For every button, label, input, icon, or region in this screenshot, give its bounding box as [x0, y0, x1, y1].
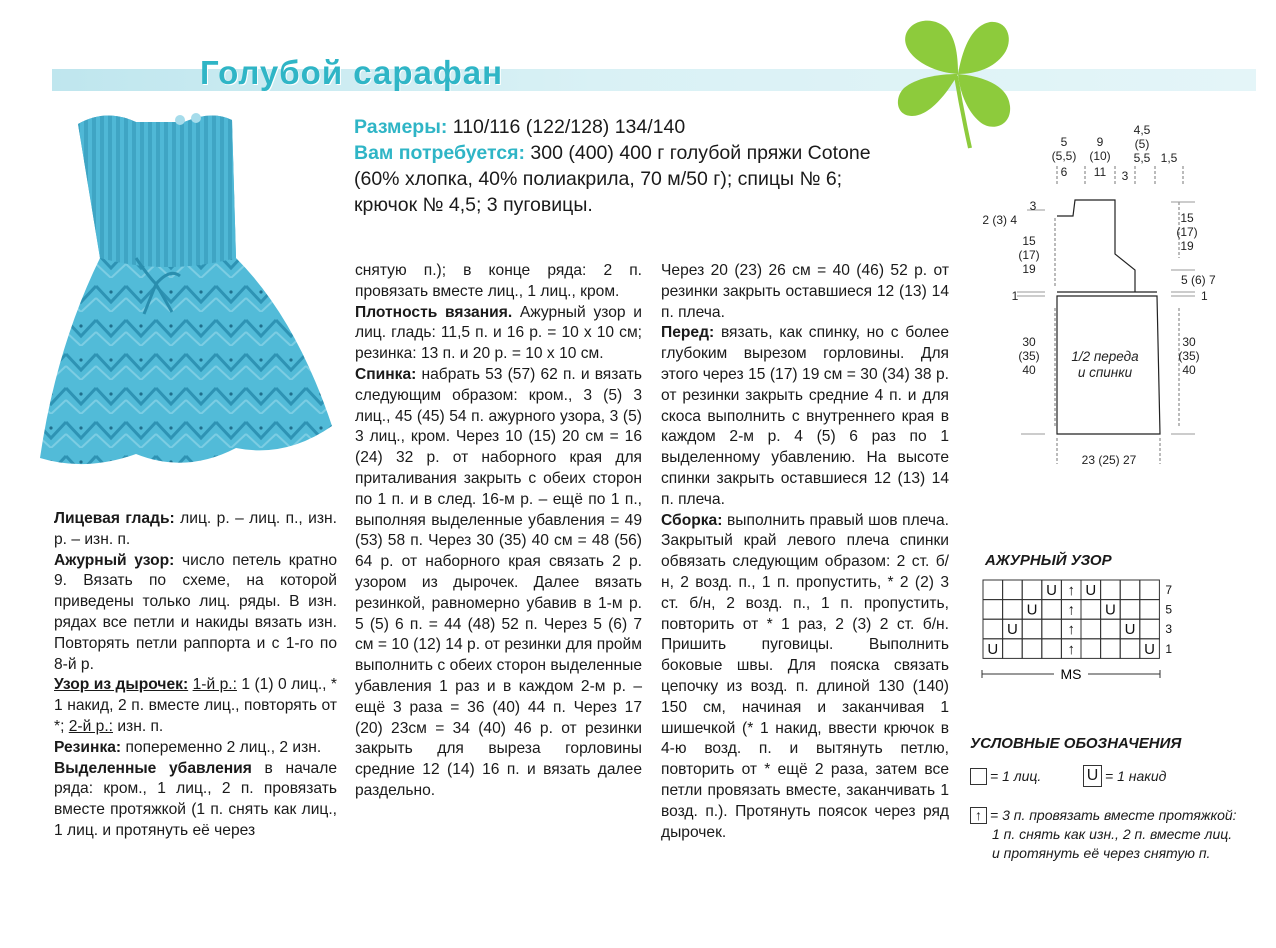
chart-cell — [1140, 619, 1160, 639]
term-text: выполнить правый шов плеча. Закрытый край левого плеча спинки обвязать следующим образом: 2 ст. б/н, 2 возд. п., 1 п. пропустить, * 2 (2) 3 ст. б/н, 2 возд. п., 1 п. пропустить, повторить от * 1 раз, 2 (3) 2 ст. б/н. Пришить пуговицы. Выполнить боковые швы. Для пояска связать цепочку из возд. п. длиной 130 (140) 150 см, начиная и заканчивая 1 шишечкой (* 1 накид, ввести крючок в 4-ю возд. п. и вытянуть петлю, повторить от * ещё 2 раза, затем все петли провязать вместе, заканчивать 1 возд. п.). Протянуть поясок через ряд дырочек. — [661, 511, 949, 841]
term-text: 1 (1) 0 лиц., * 1 накид, 2 п. вместе лиц., повторять от *; — [54, 676, 337, 735]
chart-cell — [1003, 600, 1023, 620]
sizes-label: Размеры: — [354, 116, 448, 138]
term-label: Плотность вязания. — [355, 303, 513, 321]
chart-row-number: 3 — [1165, 622, 1173, 637]
knit-symbol — [970, 768, 987, 785]
term-label: Узор из дырочек: — [54, 676, 189, 694]
paragraph: снятую п.); в конце ряда: 2 п. провязать вместе лиц., 1 лиц., кром. — [355, 262, 642, 300]
dim-label: 15 — [1022, 234, 1036, 248]
chart-cell — [1081, 619, 1101, 639]
dim-label: 40 — [1022, 363, 1036, 377]
dim-label: 19 — [1180, 239, 1194, 253]
dim-label: 9 — [1096, 135, 1104, 149]
paragraph — [661, 511, 949, 844]
dim-label: 5 (6) 7 — [1181, 273, 1216, 287]
yarn-over-mark: U — [1006, 621, 1018, 639]
term-label: Спинка: — [355, 365, 417, 383]
dim-label: 2 (3) 4 — [982, 213, 1017, 227]
row-label: 2-й р.: — [68, 717, 113, 735]
chart-cell — [1081, 600, 1101, 620]
needs-line2: (60% хлопка, 40% полиакрила, 70 м/50 г); спицы № 6; — [354, 168, 843, 190]
decrease-mark: ↑ — [1067, 640, 1075, 658]
yarn-over-mark: U — [1046, 582, 1058, 599]
dim-label: 40 — [1182, 363, 1196, 377]
text-column-1 — [54, 509, 337, 842]
sizes-block — [354, 114, 914, 218]
sizes-value: 110/116 (122/128) 134/140 — [452, 116, 686, 138]
legend-decrease — [970, 806, 1237, 863]
legend-title: УСЛОВНЫЕ ОБОЗНАЧЕНИЯ — [970, 735, 1182, 752]
center-label: 1/2 переда — [1071, 349, 1139, 364]
legend-text: 1 п. снять как изн., 2 п. вместе лиц. — [992, 826, 1233, 842]
chart-cell — [983, 619, 1003, 639]
term-label: Сборка: — [661, 511, 723, 529]
dim-label: (17) — [1176, 225, 1198, 239]
dim-label: 30 — [1022, 335, 1036, 349]
dim-label: 23 (25) 27 — [1081, 453, 1137, 467]
term-text: вязать, как спинку, но с более глубоким вырезом горловины. Для этого через 15 (17) 19 см = 30 (34) 38 р. от резинки закрыть средние 4 п. и для скоса выполнить с внутреннего края в каждом 2-м р. 4 (5) 6 раз по 1 выделенному убавлению. На высоте спинки закрыть оставшиеся 12 (13) 14 п. плеча. — [661, 324, 949, 508]
chart-cell — [1120, 580, 1140, 600]
chart-cell — [1003, 639, 1023, 659]
dim-label: (5,5) — [1051, 149, 1077, 163]
chart-cell — [1022, 619, 1042, 639]
decrease-mark: ↑ — [1067, 621, 1075, 639]
dim-label: 3 — [1121, 169, 1129, 183]
legend-text: = 3 п. провязать вместе протяжкой: — [990, 807, 1237, 823]
chart-cell — [1120, 639, 1140, 659]
yarn-over-mark: U — [1026, 601, 1038, 619]
legend-text: = 1 лиц. — [990, 768, 1042, 784]
dim-label: (17) — [1018, 248, 1040, 262]
term-label: Ажурный узор: — [54, 551, 175, 569]
row-label: 1-й р.: — [192, 676, 237, 694]
paragraph — [54, 551, 337, 676]
chart-cell — [1022, 580, 1042, 600]
needs-line3: крючок № 4,5; 3 пуговицы. — [354, 194, 593, 216]
yarn-over-mark: U — [1124, 621, 1136, 639]
legend-yarn-over — [1083, 765, 1166, 787]
decrease-mark: ↑ — [1067, 601, 1075, 619]
dim-label: 15 — [1180, 211, 1194, 225]
needs-label: Вам потребуется: — [354, 142, 525, 164]
legend-knit — [970, 767, 1041, 786]
paragraph — [661, 323, 949, 510]
chart-cell — [1101, 639, 1121, 659]
term-label: Резинка: — [54, 738, 122, 756]
dim-label: 4,5 — [1133, 123, 1151, 137]
chart-row-number: 5 — [1165, 602, 1173, 617]
paragraph — [54, 738, 337, 759]
dim-label: (5) — [1134, 137, 1150, 151]
dim-label: (10) — [1089, 149, 1111, 163]
dim-label: 19 — [1022, 262, 1036, 276]
dim-label: 30 — [1182, 335, 1196, 349]
dim-label: (35) — [1018, 349, 1040, 363]
term-label: Выделенные убавления — [54, 759, 252, 777]
dress-photo — [36, 108, 336, 478]
dim-label: 1 — [1011, 289, 1019, 303]
page-title: Голубой сарафан — [200, 54, 504, 91]
term-text: попеременно 2 лиц., 2 изн. — [125, 738, 322, 756]
needs-line1: 300 (400) 400 г голубой пряжи Cotone — [530, 142, 871, 164]
dim-label: 5 — [1060, 135, 1068, 149]
yarn-over-mark: U — [987, 640, 999, 658]
paragraph — [355, 303, 642, 365]
legend-text: и протянуть её через снятую п. — [992, 845, 1211, 861]
paragraph — [54, 675, 337, 737]
chart-cell — [1140, 600, 1160, 620]
text-column-2 — [355, 261, 642, 802]
yarn-over-mark: U — [1104, 601, 1116, 619]
decrease-symbol: ↑ — [970, 807, 987, 824]
dim-label: 3 — [1029, 199, 1037, 213]
chart-cell — [1042, 619, 1062, 639]
yarn-over-mark: U — [1085, 582, 1097, 599]
dim-label: 5,5 — [1133, 151, 1151, 165]
pattern-chart — [980, 578, 1180, 688]
dim-label: (35) — [1178, 349, 1200, 363]
chart-cell — [1101, 619, 1121, 639]
chart-row-number: 1 — [1165, 641, 1173, 656]
legend-text: = 1 накид — [1105, 767, 1167, 784]
paragraph — [355, 365, 642, 802]
chart-cell — [1101, 580, 1121, 600]
center-label: и спинки — [1077, 365, 1133, 380]
chart-cell — [1120, 600, 1140, 620]
chart-cell — [1022, 639, 1042, 659]
term-label: Перед: — [661, 324, 715, 342]
chart-cell — [1042, 639, 1062, 659]
decrease-mark: ↑ — [1067, 582, 1075, 599]
paragraph — [54, 509, 337, 551]
term-label: Лицевая гладь: — [54, 510, 175, 527]
chart-cell — [983, 580, 1003, 600]
schematic-diagram — [975, 118, 1235, 478]
dim-label: 1,5 — [1160, 151, 1178, 165]
dim-label: 11 — [1093, 165, 1107, 179]
chart-cell — [1140, 580, 1160, 600]
term-text: в начале ряда: кром., 1 лиц., 2 п. провязать вместе протяжкой (1 п. снять как лиц., 1 лиц. и протянуть её через — [54, 759, 337, 839]
chart-cell — [1042, 600, 1062, 620]
term-text: изн. п. — [117, 717, 164, 735]
yarn-over-mark: U — [1144, 640, 1156, 658]
chart-cell — [1003, 580, 1023, 600]
text-column-3 — [661, 261, 949, 843]
paragraph — [54, 759, 337, 842]
chart-title: АЖУРНЫЙ УЗОР — [985, 552, 1112, 569]
chart-footer: MS — [1060, 666, 1082, 682]
chart-row-number: 7 — [1165, 583, 1173, 597]
term-text: Ажурный узор и лиц. гладь: 11,5 п. и 16 р. = 10 х 10 см; резинка: 13 п. и 20 р. = 10 х 10 см. — [355, 303, 642, 363]
chart-cell — [983, 600, 1003, 620]
paragraph: Через 20 (23) 26 см = 40 (46) 52 р. от резинки закрыть оставшиеся 12 (13) 14 п. плеча. — [661, 262, 949, 321]
dim-label: 1 — [1201, 289, 1208, 303]
dim-label: 6 — [1060, 165, 1068, 179]
term-text: набрать 53 (57) 62 п. и вязать следующим образом: кром., 3 (5) 3 лиц., 45 (45) 54 п. ажурного узора, 3 (5) 3 лиц., кром. Через 10 (15) 20 см = 16 (24) 32 р. от наборного края для приталивания закрыть с обеих сторон по 1 п. и в след. 16-м р. – ещё по 1 п., выполняя выделенные убавления = 49 (53) 58 п. Через 30 (35) 40 см = 48 (56) 64 р. от наборного края связать 2 р. узором из дырочек. Далее вязать резинкой, равномерно убавив в 1-м р. 5 (5) 6 п. = 44 (48) 52 п. Через 5 (6) 7 см = 10 (12) 14 р. от резинки для пройм выполнить с обеих сторон выделенные убавления 1 раз и в каждом 2-м р. – ещё 3 раза = 36 (40) 44 п. Через 17 (20) 23см = 34 (40) 46 р. от резинки закрыть для выреза горловины средние 12 (14) 16 п. и вязать далее раздельно. — [355, 365, 642, 799]
chart-cell — [1081, 639, 1101, 659]
term-text: лиц. р. – лиц. п., изн. р. – изн. п. — [54, 510, 337, 548]
term-text: число петель кратно 9. Вязать по схеме, на которой приведены только лиц. ряды. В изн. рядах все петли и накиды вязать изн. Повторять петли раппорта и с 1-го по 8-й р. — [54, 551, 338, 673]
yarn-over-symbol: U — [1083, 765, 1102, 787]
